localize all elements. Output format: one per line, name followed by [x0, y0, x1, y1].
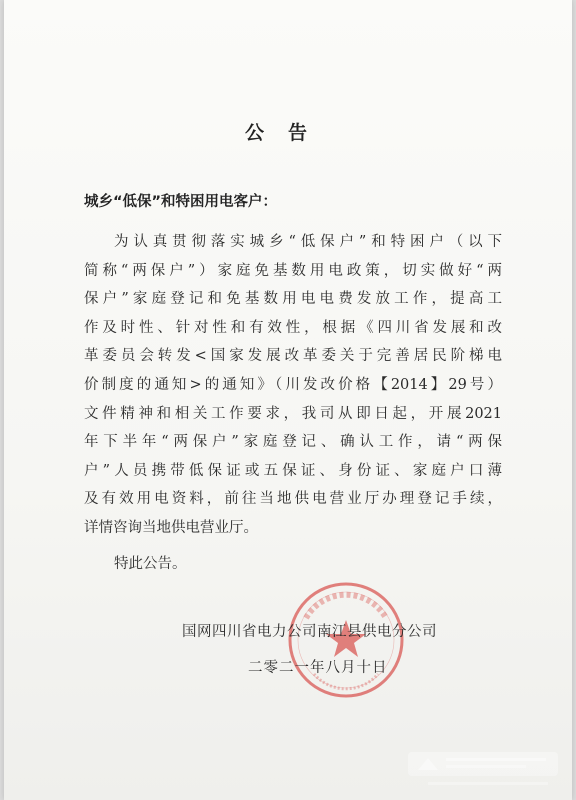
notice-body	[84, 228, 502, 543]
notice-closing: 特此公告。	[114, 556, 187, 572]
body-line: 革委员会转发<国家发展改革委关于完善居民阶梯电	[84, 348, 502, 365]
body-line: 文件精神和相关工作要求，我司从即日起，开展2021	[84, 405, 502, 422]
body-line: 年下半年“两保户”家庭登记、确认工作，请“两保	[84, 434, 502, 451]
notice-paper	[4, 0, 572, 800]
body-line: 作及时性、针对性和有效性，根据《四川省发展和改	[84, 319, 502, 336]
body-line: 户”人员携带低保证或五保证、身份证、家庭户口薄	[84, 462, 502, 479]
body-line: 及有效用电资料，前往当地供电营业厅办理登记手续，	[84, 491, 502, 508]
notice-date: 二零二一年八月十日	[248, 660, 388, 676]
watermark-logo	[408, 748, 558, 792]
notice-salutation: 城乡“低保”和特困用电客户：	[84, 194, 278, 210]
notice-signature: 国网四川省电力公司南江县供电分公司	[182, 624, 437, 640]
body-line: 为认真贯彻落实城乡“低保户”和特困户（以下	[114, 234, 502, 250]
notice-title: 公告	[244, 122, 331, 144]
body-line: 保户”家庭登记和免基数用电电费发放工作，提高工	[84, 291, 502, 308]
body-line: 价制度的通知>的通知》（川发改价格【2014】29号）	[84, 376, 502, 393]
body-line: 简称“两保户”）家庭免基数用电政策，切实做好“两	[84, 262, 502, 279]
body-line: 详情咨询当地供电营业厅。	[84, 519, 258, 536]
